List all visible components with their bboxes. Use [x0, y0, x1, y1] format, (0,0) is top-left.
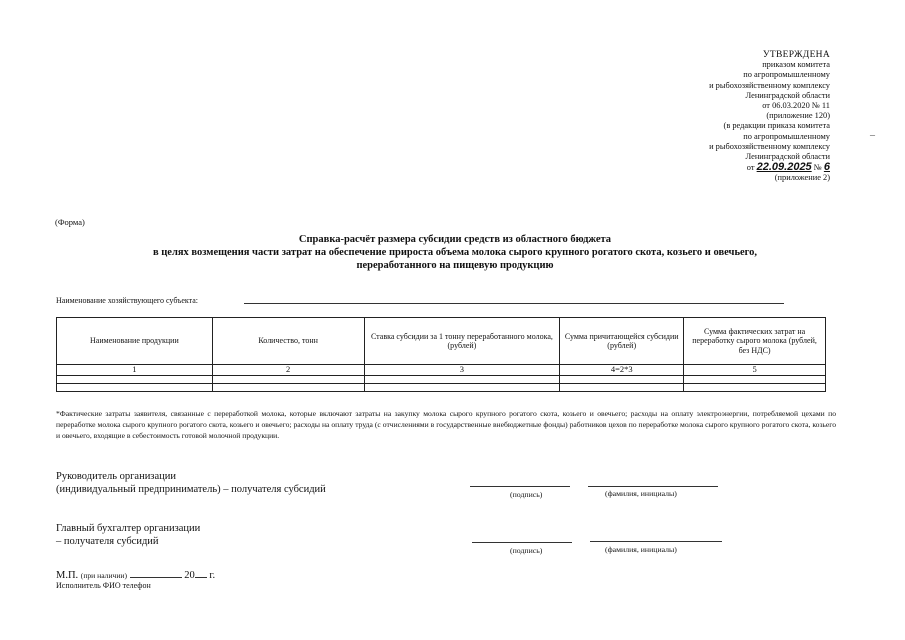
doc-title-line3: переработанного на пищевую продукцию [356, 260, 554, 271]
doc-title-line2: в целях возмещения части затрат на обеспечение прироста объема молока сырого крупного рогатого скота, козьего и овечьего, [152, 247, 758, 258]
table-cell[interactable] [212, 375, 364, 383]
head-name-line[interactable] [588, 486, 718, 487]
footnote: *Фактические затраты заявителя, связанные с переработкой молока, которые включают затраты на закупку молока сырого крупного рогатого скота, козьего и овечьего; расходы на оплату электроэнергии, потребляемой цехами по переработке молока сырого крупного рогатого скота, козьего и овечьего; расходы на оплату труда (с отчислениями в государственные внебюджетные фонды) работников цехов по переработке молока сырого крупного рогатого скота, козьего и овечьего, входящие в себестоимость готовой молочной продукции. [56, 409, 836, 440]
date-day-month-line[interactable] [130, 567, 182, 578]
column-number: 2 [212, 365, 364, 376]
stamp-label: М.П. [56, 570, 79, 581]
entity-input-line[interactable] [244, 303, 784, 304]
approval-line: от 06.03.2020 № 11 [762, 101, 830, 111]
year-line[interactable] [195, 567, 207, 578]
margin-mark: – [870, 130, 875, 141]
column-number: 3 [364, 365, 560, 376]
table-cell[interactable] [684, 383, 826, 391]
accountant-name-caption: (фамилия, инициалы) [605, 545, 677, 554]
number-prefix: № [813, 163, 822, 173]
approval-line: по агропромышленному [743, 131, 830, 141]
table-cell[interactable] [57, 375, 213, 383]
approval-line: (приложение 120) [766, 111, 830, 121]
table-header-row [57, 318, 826, 365]
accountant-signature-label [56, 522, 200, 548]
approval-date-line [640, 162, 830, 173]
approval-line: и рыбохозяйственному комплексу [709, 141, 830, 151]
entity-label: Наименование хозяйствующего субъекта: [56, 296, 199, 305]
accountant-title: Главный бухгалтер организации [56, 523, 201, 534]
table-cell[interactable] [364, 375, 560, 383]
header-rate: Ставка субсидии за 1 тонну переработанного молока, (рублей) [364, 318, 560, 365]
approval-block [640, 50, 830, 184]
table-cell[interactable] [560, 375, 684, 383]
approval-line: Ленинградской области [745, 152, 830, 162]
accountant-subtitle: – получателя субсидий [56, 536, 159, 547]
head-title: Руководитель организации [56, 471, 176, 482]
approval-line: по агропромышленному [743, 70, 830, 80]
approval-heading: УТВЕРЖДЕНА [762, 50, 830, 60]
approval-appendix: (приложение 2) [774, 173, 830, 183]
table-cell[interactable] [57, 383, 213, 391]
header-product: Наименование продукции [57, 318, 213, 365]
header-subsidy-sum: Сумма причитающейся субсидии (рублей) [560, 318, 684, 365]
approval-line: Ленинградской области [745, 90, 830, 100]
column-number: 1 [57, 365, 213, 376]
approval-line: (в редакции приказа комитета [723, 121, 830, 131]
executor-label: Исполнитель ФИО телефон [56, 581, 151, 590]
head-signature-label [56, 470, 326, 496]
year-suffix: г. [209, 570, 216, 581]
table-cell[interactable] [560, 383, 684, 391]
table-cell[interactable] [212, 383, 364, 391]
column-number: 4=2*3 [560, 365, 684, 376]
table-cell[interactable] [364, 383, 560, 391]
accountant-name-line[interactable] [590, 541, 722, 542]
head-name-caption: (фамилия, инициалы) [605, 489, 677, 498]
head-signature-caption: (подпись) [510, 490, 543, 499]
header-quantity: Количество, тонн [212, 318, 364, 365]
doc-title-line1: Справка-расчёт размера субсидии средств из областного бюджета [298, 234, 612, 245]
stamp-if-any: (при наличии) [80, 571, 127, 580]
head-signature-line[interactable] [470, 486, 570, 487]
handwritten-date: 22.09.2025 [756, 161, 812, 174]
form-label: (Форма) [55, 217, 85, 227]
accountant-signature-line[interactable] [472, 542, 572, 543]
column-number: 5 [684, 365, 826, 376]
table-cell[interactable] [684, 375, 826, 383]
head-subtitle: (индивидуальный предприниматель) – получателя субсидий [56, 484, 326, 495]
date-prefix: от [746, 163, 755, 173]
stamp-line [56, 567, 215, 581]
year-prefix: 20 [184, 570, 195, 581]
table-row[interactable] [57, 383, 826, 391]
accountant-signature-caption: (подпись) [510, 546, 543, 555]
handwritten-number: 6 [823, 161, 830, 174]
approval-line: и рыбохозяйственному комплексу [709, 80, 830, 90]
subsidy-table [56, 317, 826, 392]
table-number-row [57, 365, 826, 376]
approval-line: приказом комитета [762, 60, 830, 70]
table-row[interactable] [57, 375, 826, 383]
header-actual-costs: Сумма фактических затрат на переработку сырого молока (рублей, без НДС) [684, 318, 826, 365]
